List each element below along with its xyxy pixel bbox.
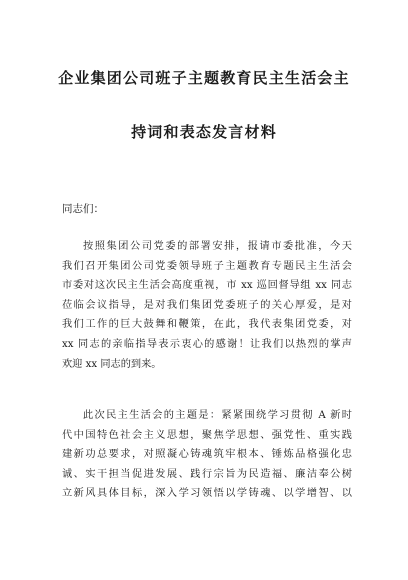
paragraph-line: 立新风具体目标，深入学习领悟以学铸魂、以学增智、以 bbox=[62, 488, 352, 500]
paragraph-line: 建新功总要求，对照凝心铸魂筑牢根本、锤炼品格强化忠 bbox=[62, 449, 352, 461]
paragraph-line: 代中国特色社会主义思想，聚焦学思想、强党性、重实践 bbox=[62, 429, 352, 441]
paragraph-line: 我们工作的巨大鼓舞和鞭策，在此，我代表集团党委，对 bbox=[62, 319, 352, 331]
paragraph-line: 我们召开集团公司党委领导班子主题教育专题民主生活会 bbox=[62, 260, 352, 272]
document-title-line-2: 持词和表态发言材料 bbox=[131, 123, 277, 141]
paragraph-line: 按照集团公司党委的部署安排，报请市委批准，今天 bbox=[83, 241, 352, 252]
paragraph-line: 欢迎 xx 同志的到来。 bbox=[62, 358, 162, 370]
greeting: 同志们： bbox=[62, 203, 104, 215]
paragraph-line: 诚、实干担当促进发展、践行宗旨为民造福、廉洁奉公树 bbox=[62, 468, 352, 480]
paragraph-line: 市委对这次民主生活会高度重视，市 xx 巡回督导组 xx 同志 bbox=[62, 280, 352, 292]
paragraph-2 bbox=[62, 406, 352, 504]
paragraph-line: xx 同志的亲临指导表示衷心的感谢！让我们以热烈的掌声 bbox=[62, 338, 352, 350]
paragraph-line: 此次民主生活会的主题是：紧紧围绕学习贯彻 A 新时 bbox=[83, 410, 352, 421]
paragraph-line: 莅临会议指导，是对我们集团党委班子的关心厚爱，是对 bbox=[62, 299, 352, 311]
paragraph-1 bbox=[62, 237, 352, 374]
document-title-line-1: 企业集团公司班子主题教育民主生活会主 bbox=[58, 69, 350, 87]
